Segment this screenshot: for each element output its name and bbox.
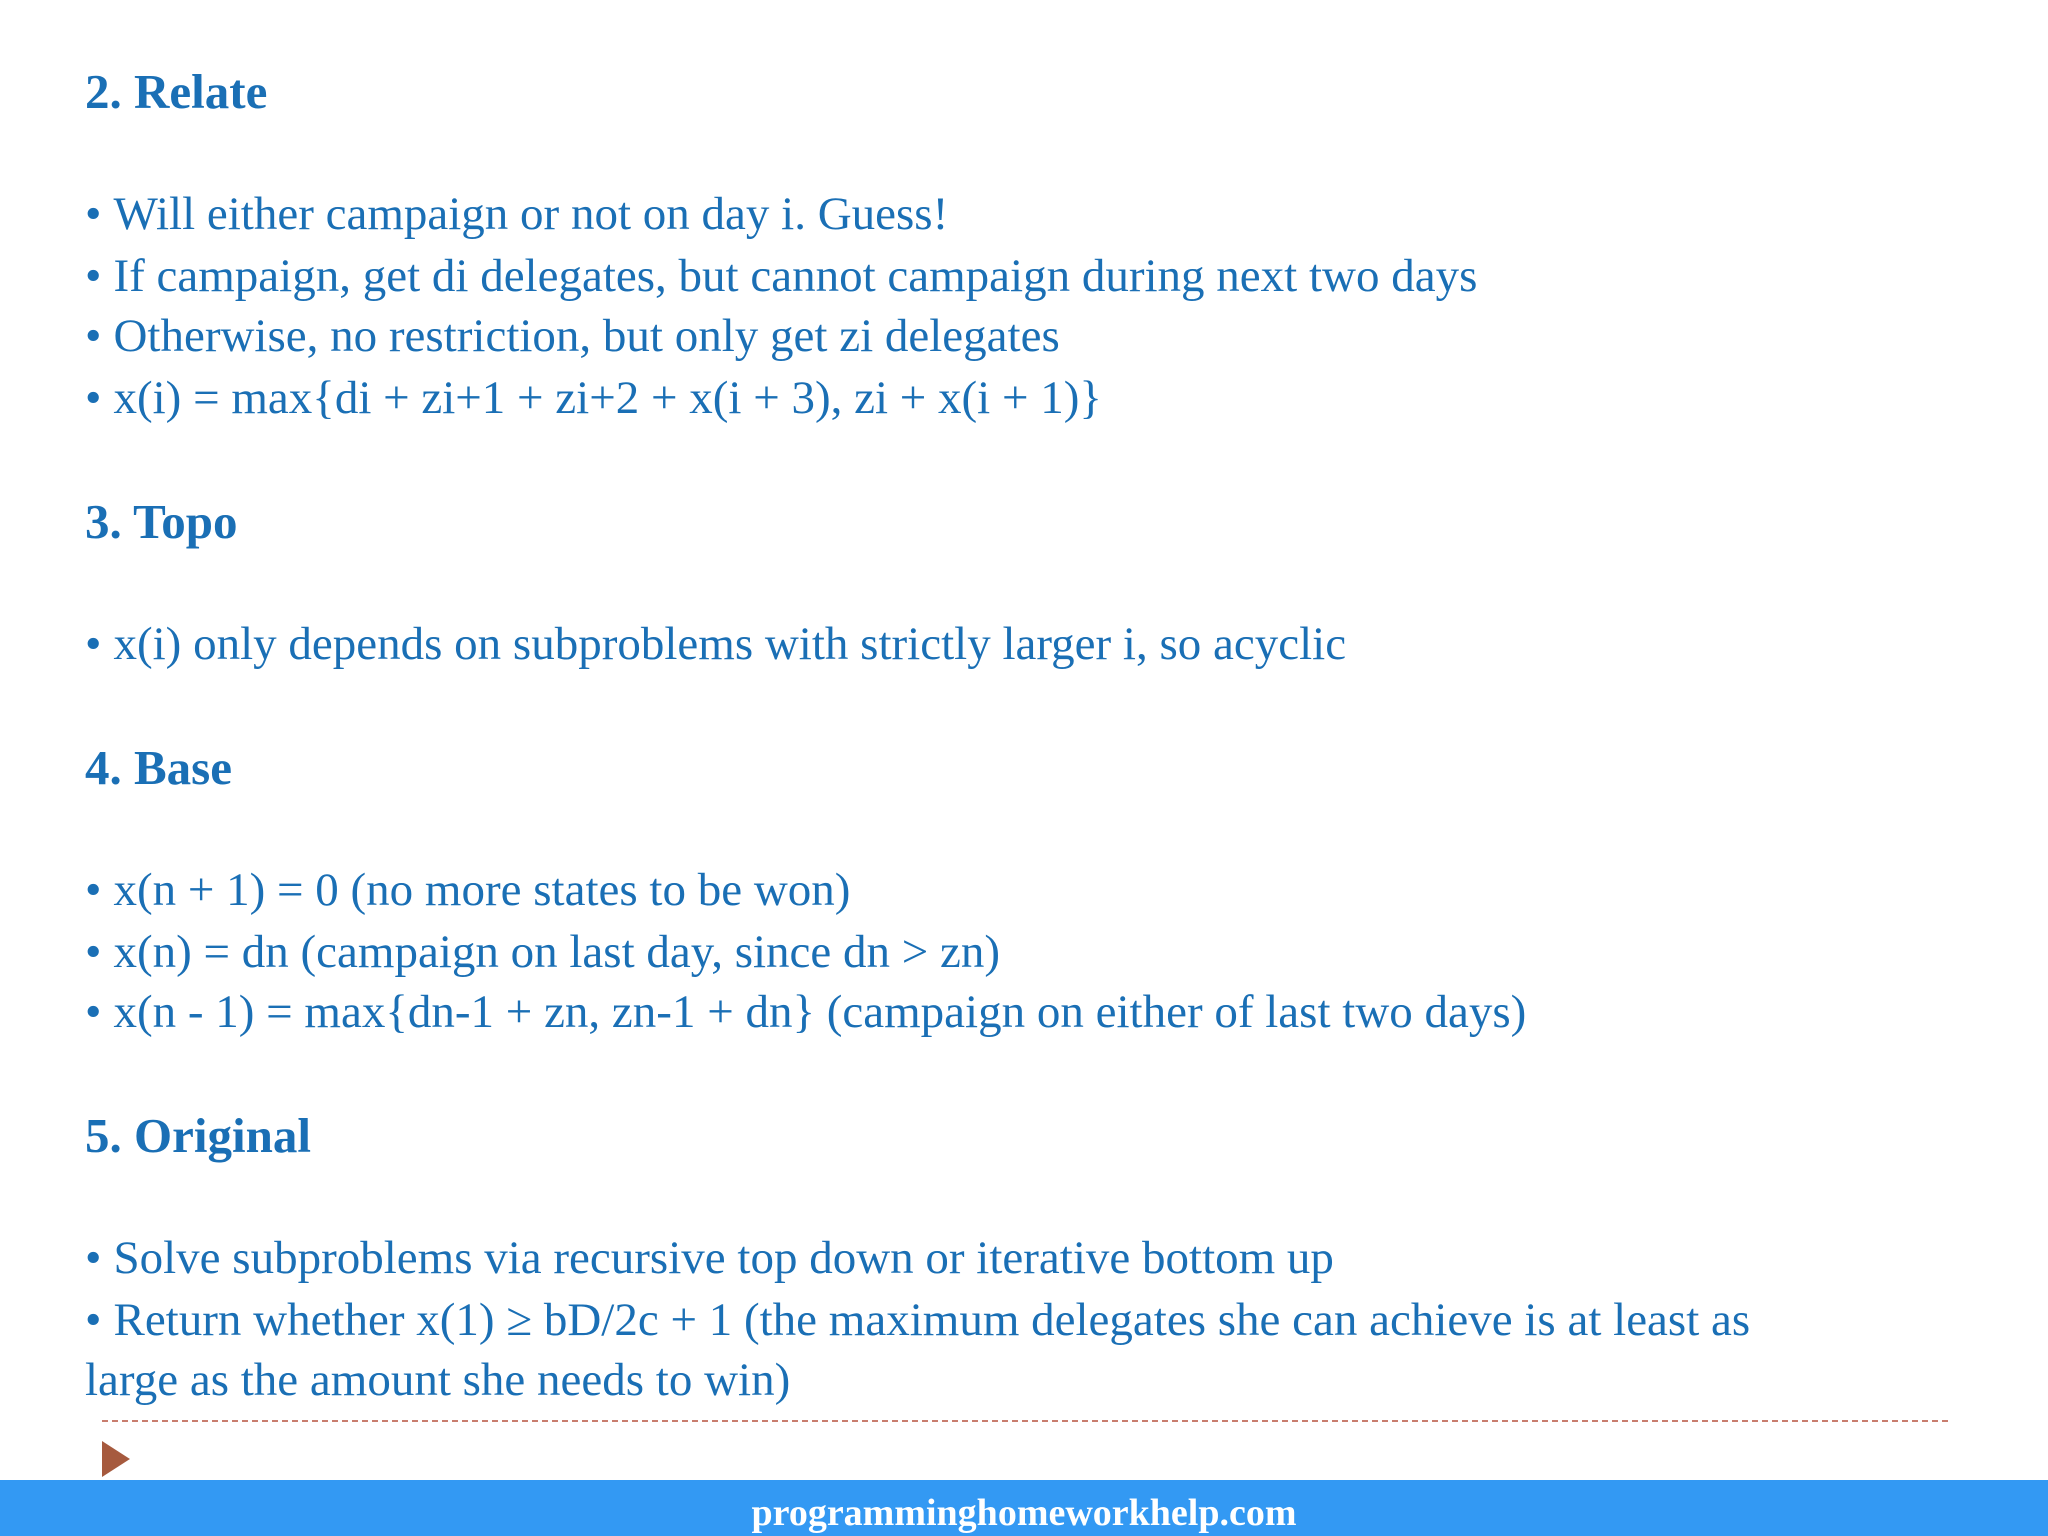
- bullet-relate-1: • Will either campaign or not on day i. Guess!: [85, 186, 948, 242]
- bullet-original-2-continuation: large as the amount she needs to win): [85, 1354, 791, 1406]
- bullet-base-3: • x(n - 1) = max{dn-1 + zn, zn-1 + dn} (campaign on either of last two days): [85, 984, 1526, 1040]
- bullet-base-1: • x(n + 1) = 0 (no more states to be won): [85, 862, 850, 918]
- section-heading-relate: 2. Relate: [85, 64, 268, 119]
- dashed-divider: [102, 1420, 1948, 1422]
- section-heading-topo: 3. Topo: [85, 494, 238, 549]
- bullet-relate-3: • Otherwise, no restriction, but only get zi delegates: [85, 308, 1060, 364]
- footer-website-text: programminghomeworkhelp.com: [751, 1492, 1297, 1534]
- play-arrow-icon: [102, 1441, 130, 1477]
- bullet-relate-4: • x(i) = max{di + zi+1 + zi+2 + x(i + 3), zi + x(i + 1)}: [85, 370, 1102, 426]
- bullet-relate-2: • If campaign, get di delegates, but cannot campaign during next two days: [85, 248, 1477, 304]
- section-heading-original: 5. Original: [85, 1108, 311, 1163]
- bullet-base-2: • x(n) = dn (campaign on last day, since dn > zn): [85, 924, 1000, 980]
- bullet-original-1: • Solve subproblems via recursive top down or iterative bottom up: [85, 1230, 1334, 1286]
- section-heading-base: 4. Base: [85, 740, 232, 795]
- bullet-original-2: • Return whether x(1) ≥ bD/2c + 1 (the maximum delegates she can achieve is at least as: [85, 1292, 1750, 1348]
- bullet-topo-1: • x(i) only depends on subproblems with strictly larger i, so acyclic: [85, 616, 1346, 672]
